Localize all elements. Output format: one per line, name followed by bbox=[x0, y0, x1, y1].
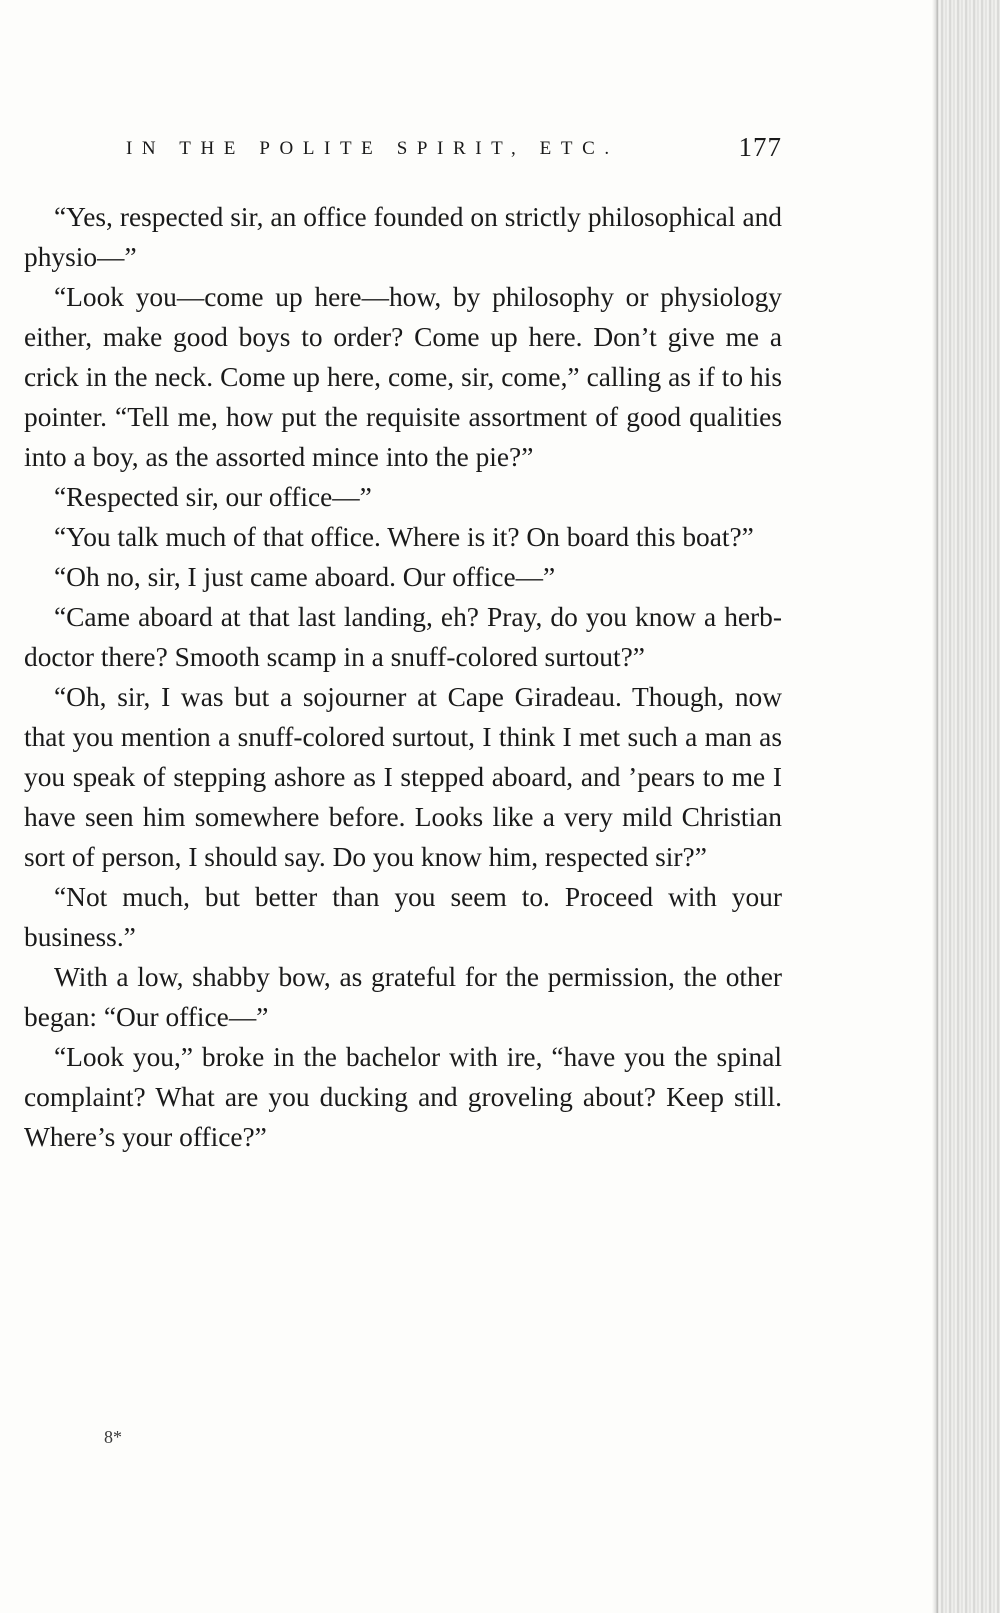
paragraph: “Look you—come up here—how, by philosophy or physiology either, make good boys to order? Come up here. Don’t give me a crick in the neck. Come up here, come, sir, come,” calling as if to his pointer. “Tell me, how put the requisite assortment of good qualities into a boy, as the assorted mince into the pie?” bbox=[24, 282, 782, 472]
running-header bbox=[126, 132, 782, 168]
paragraph: “Respected sir, our office—” bbox=[54, 482, 372, 512]
page-edge-shadow bbox=[932, 0, 938, 1613]
paragraph: “Oh, sir, I was but a sojourner at Cape Giradeau. Though, now that you mention a snuff-colored surtout, I think I met such a man as you speak of stepping ashore as I stepped aboard, and ’pears to me I have seen him somewhere before. Looks like a very mild Christian sort of person, I should say. Do you know him, respected sir?” bbox=[24, 682, 782, 872]
paragraph: “You talk much of that office. Where is it? On board this boat?” bbox=[54, 522, 754, 552]
paragraph: “Look you,” broke in the bachelor with ire, “have you the spinal complaint? What are you ducking and groveling about? Keep still. Where’s your office?” bbox=[24, 1042, 782, 1152]
signature-mark: 8* bbox=[104, 1427, 122, 1447]
body-text bbox=[24, 197, 782, 1157]
paragraph: “Oh no, sir, I just came aboard. Our office—” bbox=[54, 562, 556, 592]
book-gutter bbox=[936, 0, 1000, 1613]
paragraph: “Came aboard at that last landing, eh? Pray, do you know a herb-doctor there? Smooth scamp in a snuff-colored surtout?” bbox=[24, 602, 782, 672]
paragraph: “Not much, but better than you seem to. Proceed with your business.” bbox=[24, 882, 782, 952]
running-title: IN THE POLITE SPIRIT, ETC. bbox=[126, 138, 619, 159]
paragraph: “Yes, respected sir, an office founded on strictly philosophical and physio—” bbox=[24, 202, 782, 272]
page-number: 177 bbox=[738, 132, 782, 162]
paragraph: With a low, shabby bow, as grateful for the permission, the other began: “Our office—” bbox=[24, 962, 782, 1032]
